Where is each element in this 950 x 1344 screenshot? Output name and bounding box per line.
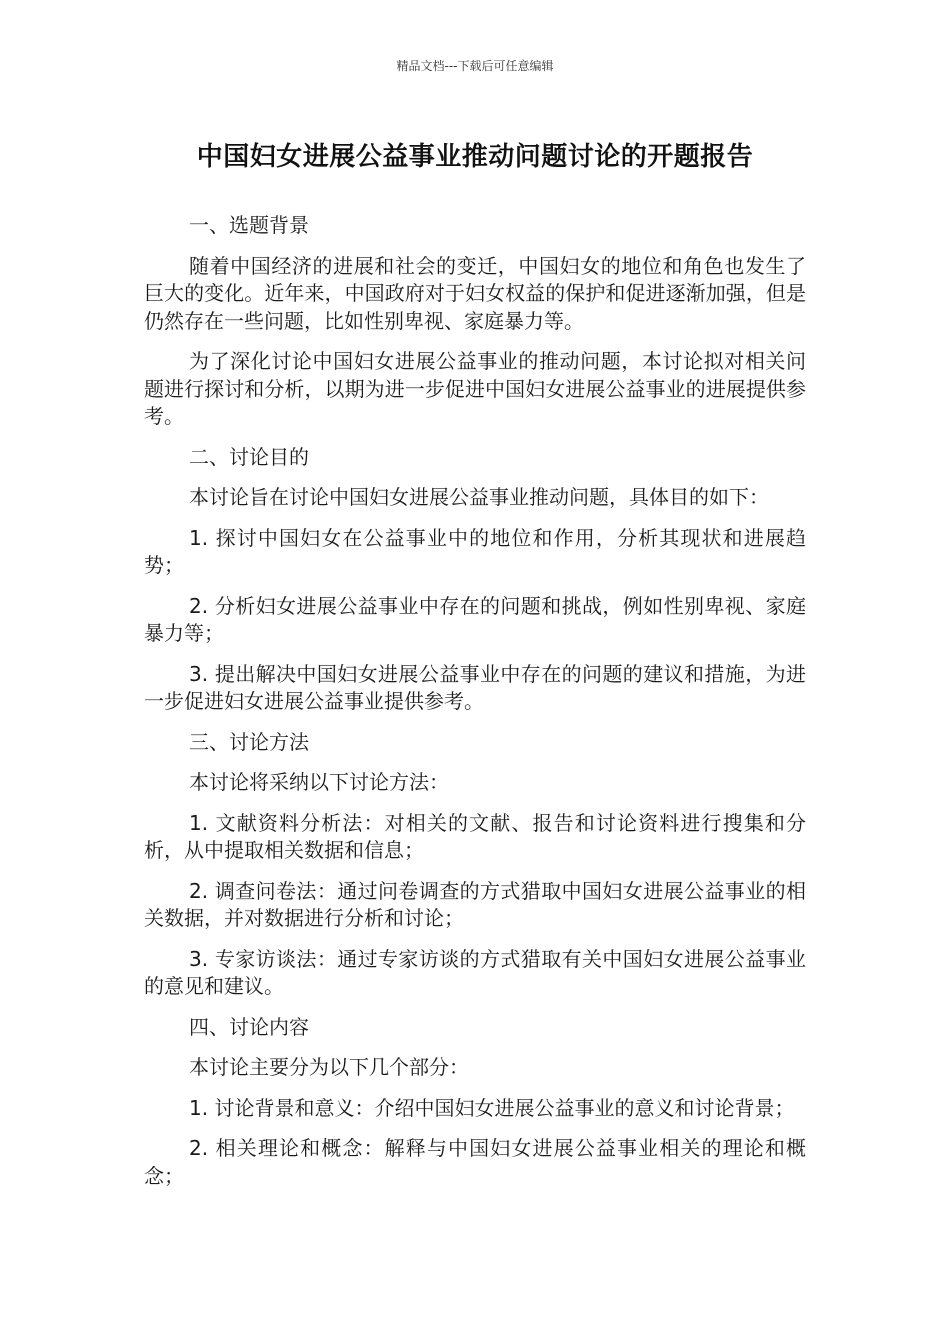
list-item: 2. 相关理论和概念：解释与中国妇女进展公益事业相关的理论和概念； [144, 1136, 806, 1188]
list-item: 1. 讨论背景和意义：介绍中国妇女进展公益事业的意义和讨论背景； [189, 1095, 795, 1120]
section-heading-background: 一、选题背景 [189, 213, 309, 237]
section-heading-method: 三、讨论方法 [189, 729, 309, 754]
list-item: 2. 调查问卷法：通过问卷调查的方式猎取中国妇女进展公益事业的相关数据，并对数据进行分析和讨论； [144, 878, 806, 930]
document-title: 中国妇女进展公益事业推动问题讨论的开题报告 [196, 142, 754, 172]
paragraph: 本讨论将采纳以下讨论方法： [189, 770, 449, 794]
paragraph: 本讨论主要分为以下几个部分： [189, 1055, 469, 1079]
list-item: 3. 专家访谈法：通过专家访谈的方式猎取有关中国妇女进展公益事业的意见和建议。 [144, 946, 806, 998]
paragraph: 随着中国经济的进展和社会的变迁，中国妇女的地位和角色也发生了巨大的变化。近年来，中国政府对于妇女权益的保护和促进逐渐加强，但是仍然存在一些问题，比如性别卑视、家庭暴力等。 [144, 253, 806, 333]
list-item: 1. 文献资料分析法：对相关的文献、报告和讨论资料进行搜集和分析，从中提取相关数据和信息； [144, 810, 806, 862]
document-body [144, 212, 806, 1203]
section-heading-content: 四、讨论内容 [189, 1014, 309, 1039]
list-item: 3. 提出解决中国妇女进展公益事业中存在的问题的建议和措施，为进一步促进妇女进展公益事业提供参考。 [144, 661, 806, 713]
paragraph: 本讨论旨在讨论中国妇女进展公益事业推动问题，具体目的如下： [189, 485, 769, 509]
paragraph: 为了深化讨论中国妇女进展公益事业的推动问题，本讨论拟对相关问题进行探讨和分析，以期为进一步促进中国妇女进展公益事业的进展提供参考。 [144, 349, 806, 428]
header-note: 精品文档---下载后可任意编辑 [396, 59, 554, 73]
section-heading-purpose: 二、讨论目的 [189, 444, 309, 469]
list-item: 2. 分析妇女进展公益事业中存在的问题和挑战，例如性别卑视、家庭暴力等； [144, 593, 806, 645]
list-item: 1. 探讨中国妇女在公益事业中的地位和作用，分析其现状和进展趋势； [144, 525, 806, 577]
